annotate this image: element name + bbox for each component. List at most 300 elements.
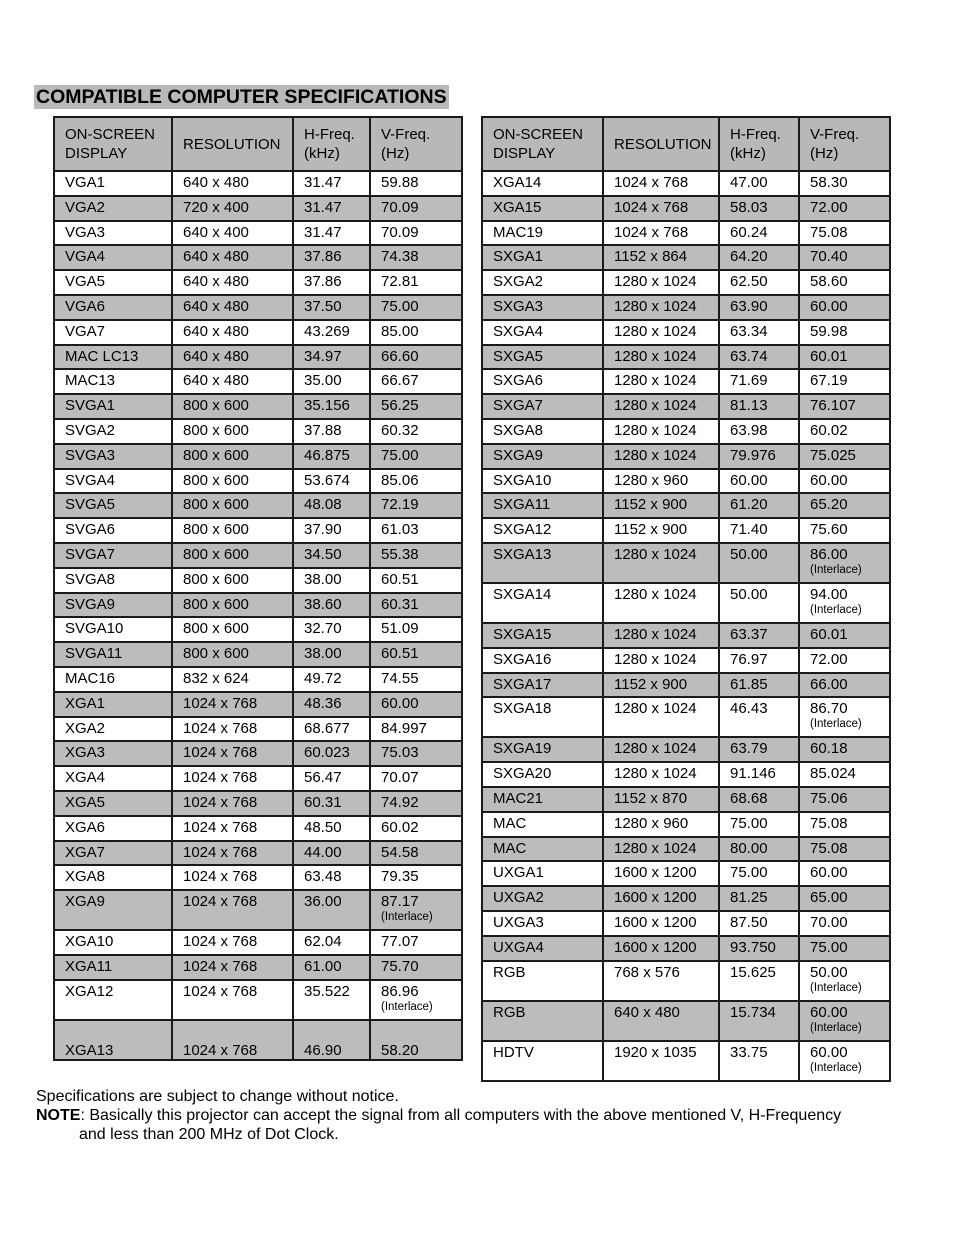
resolution-cell — [603, 394, 719, 419]
resolution-cell — [603, 787, 719, 812]
display-cell — [54, 196, 172, 221]
vfreq-cell-text: 75.03 — [381, 744, 419, 762]
header-resolution: RESOLUTION — [603, 117, 719, 171]
display-cell-text: SXGA1 — [493, 248, 544, 266]
disclaimer-text: Specifications are subject to change without notice. — [36, 1088, 399, 1105]
hfreq-cell — [293, 320, 370, 345]
hfreq-cell-text: 63.90 — [730, 297, 768, 315]
display-cell-text: XGA2 — [65, 719, 106, 737]
hfreq-cell-text: 76.97 — [730, 650, 768, 668]
table-row — [482, 469, 890, 494]
display-cell — [482, 911, 603, 936]
resolution-cell — [172, 717, 293, 742]
vfreq-cell — [799, 837, 890, 862]
display-cell — [54, 518, 172, 543]
hfreq-cell-text: 31.47 — [304, 198, 342, 216]
display-cell-text: SXGA8 — [493, 421, 544, 439]
resolution-cell-text: 640 x 480 — [183, 297, 249, 315]
table-row — [482, 697, 890, 737]
display-cell-text: SVGA5 — [65, 496, 116, 514]
interlace-note: (Interlace) — [810, 1021, 862, 1034]
resolution-cell-text: 1280 x 1024 — [614, 273, 697, 291]
vfreq-cell-text: 55.38 — [381, 545, 419, 563]
vfreq-cell-text: 60.18 — [810, 740, 848, 758]
hfreq-cell-text: 34.97 — [304, 347, 342, 365]
vfreq-cell-text: 70.00 — [810, 913, 848, 931]
hfreq-cell — [719, 861, 799, 886]
resolution-cell-text: 1280 x 1024 — [614, 839, 697, 857]
table-row — [54, 642, 462, 667]
table-row — [482, 270, 890, 295]
display-cell-text: SXGA9 — [493, 446, 544, 464]
resolution-cell-text: 800 x 600 — [183, 570, 249, 588]
vfreq-cell — [370, 543, 462, 568]
vfreq-cell — [370, 469, 462, 494]
hfreq-cell — [293, 955, 370, 980]
table-row — [54, 171, 462, 196]
display-cell-text: XGA3 — [65, 744, 106, 762]
display-cell-text: VGA5 — [65, 273, 106, 291]
vfreq-cell-text: 60.00 — [810, 297, 848, 315]
table-row — [482, 961, 890, 1001]
note-continuation: and less than 200 MHz of Dot Clock. — [79, 1126, 339, 1143]
display-cell-text: UXGA1 — [493, 864, 544, 882]
hfreq-cell-text: 33.75 — [730, 1043, 768, 1061]
table-row — [482, 196, 890, 221]
vfreq-cell-text: 75.00 — [810, 938, 848, 956]
vfreq-cell — [370, 766, 462, 791]
hfreq-cell — [293, 741, 370, 766]
vfreq-cell-text: 66.00 — [810, 675, 848, 693]
table-row — [54, 980, 462, 1020]
display-cell — [482, 270, 603, 295]
table-row — [54, 518, 462, 543]
resolution-cell-text: 800 x 600 — [183, 446, 249, 464]
vfreq-cell — [370, 320, 462, 345]
display-cell — [482, 320, 603, 345]
vfreq-cell — [370, 642, 462, 667]
hfreq-cell — [293, 980, 370, 1020]
resolution-cell-text: 1280 x 1024 — [614, 297, 697, 315]
table-row — [54, 890, 462, 930]
resolution-cell — [172, 493, 293, 518]
vfreq-cell-text: 65.00 — [810, 889, 848, 907]
resolution-cell — [603, 697, 719, 737]
hfreq-cell-text: 37.88 — [304, 421, 342, 439]
vfreq-cell — [370, 444, 462, 469]
vfreq-cell-text: 61.03 — [381, 521, 419, 539]
vfreq-cell — [370, 667, 462, 692]
resolution-cell — [603, 419, 719, 444]
vfreq-cell-text: 74.38 — [381, 248, 419, 266]
display-cell — [54, 865, 172, 890]
resolution-cell-text: 800 x 600 — [183, 421, 249, 439]
vfreq-cell — [370, 980, 462, 1020]
vfreq-cell-text: 72.00 — [810, 198, 848, 216]
resolution-cell-text: 800 x 600 — [183, 545, 249, 563]
display-cell-text: RGB — [493, 1003, 526, 1021]
display-cell-text: VGA6 — [65, 297, 106, 315]
hfreq-cell-text: 58.03 — [730, 198, 768, 216]
display-cell — [482, 196, 603, 221]
resolution-cell — [603, 648, 719, 673]
display-cell — [54, 642, 172, 667]
resolution-cell — [603, 320, 719, 345]
table-row — [54, 1020, 462, 1060]
resolution-cell — [603, 493, 719, 518]
vfreq-cell — [799, 221, 890, 246]
table-row — [482, 543, 890, 583]
display-cell — [54, 493, 172, 518]
display-cell — [482, 518, 603, 543]
table-row — [482, 737, 890, 762]
resolution-cell — [172, 791, 293, 816]
resolution-cell-text: 1280 x 1024 — [614, 397, 697, 415]
hfreq-cell — [293, 369, 370, 394]
vfreq-cell-text: 59.88 — [381, 174, 419, 191]
display-cell-text: SXGA16 — [493, 650, 552, 668]
display-cell — [54, 1020, 172, 1060]
resolution-cell-text: 640 x 480 — [183, 372, 249, 390]
resolution-cell-text: 1024 x 768 — [614, 198, 689, 216]
vfreq-cell — [370, 791, 462, 816]
display-cell — [54, 667, 172, 692]
resolution-cell — [172, 518, 293, 543]
table-row — [482, 221, 890, 246]
vfreq-cell-text: 60.01 — [810, 347, 848, 365]
note-text: : Basically this projector can accept the signal from all computers with the above mentioned V, H-Frequency — [80, 1107, 842, 1124]
table-row — [54, 270, 462, 295]
hfreq-cell-text: 81.25 — [730, 889, 768, 907]
resolution-cell — [172, 955, 293, 980]
hfreq-cell — [719, 787, 799, 812]
hfreq-cell — [293, 518, 370, 543]
resolution-cell-text: 640 x 480 — [614, 1003, 680, 1021]
table-row — [54, 295, 462, 320]
vfreq-cell-text: 74.92 — [381, 793, 419, 811]
table-row — [482, 886, 890, 911]
vfreq-cell-text: 77.07 — [381, 933, 419, 951]
hfreq-cell-text: 80.00 — [730, 839, 768, 857]
display-cell — [54, 692, 172, 717]
display-cell-text: XGA4 — [65, 769, 106, 787]
resolution-cell-text: 800 x 600 — [183, 645, 249, 663]
display-cell-text: SXGA14 — [493, 585, 552, 603]
resolution-cell-text: 1024 x 768 — [183, 818, 258, 836]
interlace-note: (Interlace) — [810, 563, 862, 576]
table-row — [54, 196, 462, 221]
hfreq-cell-text: 62.50 — [730, 273, 768, 291]
display-cell — [482, 493, 603, 518]
display-cell — [482, 737, 603, 762]
table-row — [482, 837, 890, 862]
footer-notes — [36, 1087, 916, 1144]
hfreq-cell — [293, 493, 370, 518]
hfreq-cell-text: 48.50 — [304, 818, 342, 836]
table-row — [482, 861, 890, 886]
resolution-cell-text: 1024 x 768 — [183, 843, 258, 861]
resolution-cell — [603, 221, 719, 246]
vfreq-cell-text: 94.00 — [810, 585, 848, 603]
display-cell — [54, 171, 172, 196]
hfreq-cell — [293, 345, 370, 370]
table-row — [54, 320, 462, 345]
header-hfreq: H-Freq. (kHz) — [719, 117, 799, 171]
table-row — [54, 955, 462, 980]
hfreq-cell — [293, 469, 370, 494]
resolution-cell-text: 1280 x 1024 — [614, 322, 697, 340]
display-cell-text: VGA7 — [65, 322, 106, 340]
vfreq-cell-text: 75.00 — [381, 446, 419, 464]
vfreq-cell-text: 60.32 — [381, 421, 419, 439]
hfreq-cell — [293, 245, 370, 270]
table-row — [54, 394, 462, 419]
hfreq-cell-text: 93.750 — [730, 938, 776, 956]
hfreq-cell-text: 46.43 — [730, 700, 768, 718]
display-cell — [54, 444, 172, 469]
compatibility-table-left — [53, 116, 463, 1061]
hfreq-cell — [719, 419, 799, 444]
display-cell — [54, 617, 172, 642]
resolution-cell-text: 832 x 624 — [183, 669, 249, 687]
vfreq-cell — [370, 717, 462, 742]
resolution-cell — [172, 171, 293, 196]
resolution-cell-text: 1280 x 1024 — [614, 446, 697, 464]
hfreq-cell-text: 37.86 — [304, 248, 342, 266]
display-cell — [54, 741, 172, 766]
vfreq-cell — [370, 816, 462, 841]
vfreq-cell-text: 85.024 — [810, 765, 856, 783]
display-cell — [54, 816, 172, 841]
vfreq-cell-text: 56.25 — [381, 397, 419, 415]
display-cell — [482, 245, 603, 270]
table-row — [482, 320, 890, 345]
resolution-cell-text: 640 x 480 — [183, 322, 249, 340]
vfreq-cell — [799, 1041, 890, 1081]
resolution-cell — [172, 930, 293, 955]
resolution-cell-text: 1024 x 768 — [183, 769, 258, 787]
vfreq-cell — [799, 886, 890, 911]
display-cell — [482, 419, 603, 444]
vfreq-cell — [370, 419, 462, 444]
display-cell-text: XGA15 — [493, 198, 542, 216]
resolution-cell — [603, 936, 719, 961]
display-cell-text: MAC19 — [493, 223, 544, 241]
table-row — [482, 787, 890, 812]
hfreq-cell — [293, 692, 370, 717]
display-cell-text: SVGA1 — [65, 397, 116, 415]
hfreq-cell-text: 75.00 — [730, 814, 768, 832]
hfreq-cell — [293, 543, 370, 568]
hfreq-cell-text: 32.70 — [304, 620, 342, 638]
vfreq-cell-text: 60.02 — [810, 421, 848, 439]
vfreq-cell — [799, 419, 890, 444]
vfreq-cell — [799, 345, 890, 370]
hfreq-cell-text: 48.36 — [304, 694, 342, 712]
table-row — [54, 245, 462, 270]
hfreq-cell-text: 71.40 — [730, 521, 768, 539]
resolution-cell-text: 1600 x 1200 — [614, 938, 697, 956]
table-row — [482, 648, 890, 673]
resolution-cell — [603, 444, 719, 469]
hfreq-cell — [719, 295, 799, 320]
hfreq-cell-text: 46.90 — [304, 1041, 342, 1059]
resolution-cell-text: 1280 x 1024 — [614, 765, 697, 783]
resolution-cell-text: 640 x 480 — [183, 248, 249, 266]
left-table-body — [54, 171, 462, 1060]
vfreq-cell — [799, 196, 890, 221]
display-cell-text: SVGA10 — [65, 620, 124, 638]
display-cell-text: SXGA18 — [493, 700, 552, 718]
vfreq-cell-text: 58.60 — [810, 273, 848, 291]
vfreq-cell — [370, 493, 462, 518]
resolution-cell-text: 1280 x 1024 — [614, 372, 697, 390]
hfreq-cell-text: 43.269 — [304, 322, 350, 340]
vfreq-cell-text: 50.00 — [810, 963, 848, 981]
hfreq-cell — [293, 394, 370, 419]
note-paragraph — [36, 1106, 916, 1125]
display-cell-text: SVGA9 — [65, 595, 116, 613]
hfreq-cell-text: 50.00 — [730, 585, 768, 603]
hfreq-cell — [719, 762, 799, 787]
vfreq-cell-text: 87.17 — [381, 893, 419, 911]
display-cell-text: XGA7 — [65, 843, 106, 861]
resolution-cell — [603, 861, 719, 886]
hfreq-cell-text: 31.47 — [304, 223, 342, 241]
resolution-cell-text: 1152 x 900 — [614, 521, 688, 539]
resolution-cell — [603, 543, 719, 583]
vfreq-cell-text: 60.31 — [381, 595, 419, 613]
resolution-cell — [172, 617, 293, 642]
hfreq-cell-text: 68.677 — [304, 719, 350, 737]
display-cell — [482, 1001, 603, 1041]
display-cell — [54, 469, 172, 494]
display-cell — [482, 648, 603, 673]
hfreq-cell — [293, 221, 370, 246]
display-cell-text: SXGA11 — [493, 496, 551, 514]
vfreq-cell — [370, 617, 462, 642]
vfreq-cell — [370, 1020, 462, 1060]
resolution-cell — [603, 295, 719, 320]
display-cell-text: RGB — [493, 963, 526, 981]
display-cell-text: XGA9 — [65, 893, 106, 911]
display-cell — [54, 841, 172, 866]
hfreq-cell-text: 49.72 — [304, 669, 342, 687]
hfreq-cell-text: 63.37 — [730, 625, 768, 643]
vfreq-cell-text: 75.025 — [810, 446, 856, 464]
vfreq-cell-text: 58.30 — [810, 174, 848, 191]
resolution-cell-text: 640 x 400 — [183, 223, 249, 241]
table-row — [482, 444, 890, 469]
vfreq-cell-text: 74.55 — [381, 669, 419, 687]
resolution-cell — [603, 1001, 719, 1041]
page-title: COMPATIBLE COMPUTER SPECIFICATIONS — [36, 86, 447, 108]
vfreq-cell — [799, 444, 890, 469]
table-row — [54, 221, 462, 246]
resolution-cell — [603, 270, 719, 295]
resolution-cell — [172, 245, 293, 270]
hfreq-cell — [293, 419, 370, 444]
hfreq-cell — [719, 886, 799, 911]
display-cell-text: SVGA7 — [65, 545, 116, 563]
display-cell — [482, 369, 603, 394]
display-cell — [54, 890, 172, 930]
display-cell — [54, 419, 172, 444]
hfreq-cell — [719, 623, 799, 648]
resolution-cell — [172, 841, 293, 866]
resolution-cell-text: 720 x 400 — [183, 198, 249, 216]
display-cell-text: VGA1 — [65, 174, 106, 191]
display-cell-text: SXGA15 — [493, 625, 552, 643]
header-hfreq: H-Freq. (kHz) — [293, 117, 370, 171]
display-cell — [482, 171, 603, 196]
vfreq-cell — [799, 270, 890, 295]
table-row — [54, 369, 462, 394]
vfreq-cell-text: 66.60 — [381, 347, 419, 365]
display-cell-text: SVGA6 — [65, 521, 116, 539]
hfreq-cell-text: 38.00 — [304, 645, 342, 663]
vfreq-cell — [799, 762, 890, 787]
vfreq-cell — [799, 493, 890, 518]
vfreq-cell-text: 72.19 — [381, 496, 419, 514]
display-cell-text: SXGA3 — [493, 297, 544, 315]
resolution-cell-text: 1280 x 1024 — [614, 625, 697, 643]
hfreq-cell — [293, 791, 370, 816]
table-row — [54, 444, 462, 469]
hfreq-cell-text: 81.13 — [730, 397, 768, 415]
header-vfreq: V-Freq. (Hz) — [799, 117, 890, 171]
vfreq-cell — [370, 741, 462, 766]
vfreq-cell-text: 75.08 — [810, 223, 848, 241]
table-row — [482, 812, 890, 837]
resolution-cell-text: 768 x 576 — [614, 963, 680, 981]
hfreq-cell-text: 50.00 — [730, 545, 768, 563]
hfreq-cell — [293, 667, 370, 692]
hfreq-cell-text: 63.79 — [730, 740, 768, 758]
display-cell — [482, 837, 603, 862]
display-cell-text: SXGA6 — [493, 372, 544, 390]
hfreq-cell — [293, 890, 370, 930]
resolution-cell — [603, 583, 719, 623]
table-row — [482, 171, 890, 196]
hfreq-cell-text: 68.68 — [730, 789, 768, 807]
display-cell-text: HDTV — [493, 1043, 534, 1061]
table-row — [54, 791, 462, 816]
display-cell — [482, 787, 603, 812]
vfreq-cell — [370, 221, 462, 246]
table-row — [482, 1001, 890, 1041]
resolution-cell-text: 1600 x 1200 — [614, 913, 697, 931]
interlace-note: (Interlace) — [810, 981, 862, 994]
hfreq-cell-text: 63.74 — [730, 347, 768, 365]
table-row — [482, 369, 890, 394]
resolution-cell — [172, 221, 293, 246]
vfreq-cell-text: 85.06 — [381, 471, 419, 489]
hfreq-cell-text: 34.50 — [304, 545, 342, 563]
resolution-cell-text: 1024 x 768 — [183, 719, 258, 737]
display-cell — [482, 295, 603, 320]
vfreq-cell-text: 72.00 — [810, 650, 848, 668]
resolution-cell — [172, 270, 293, 295]
vfreq-cell — [799, 1001, 890, 1041]
table-row — [482, 583, 890, 623]
table-row — [482, 493, 890, 518]
display-cell-text: MAC LC13 — [65, 347, 139, 365]
hfreq-cell-text: 62.04 — [304, 933, 342, 951]
vfreq-cell — [799, 961, 890, 1001]
hfreq-cell — [719, 648, 799, 673]
vfreq-cell-text: 60.00 — [810, 1043, 848, 1061]
